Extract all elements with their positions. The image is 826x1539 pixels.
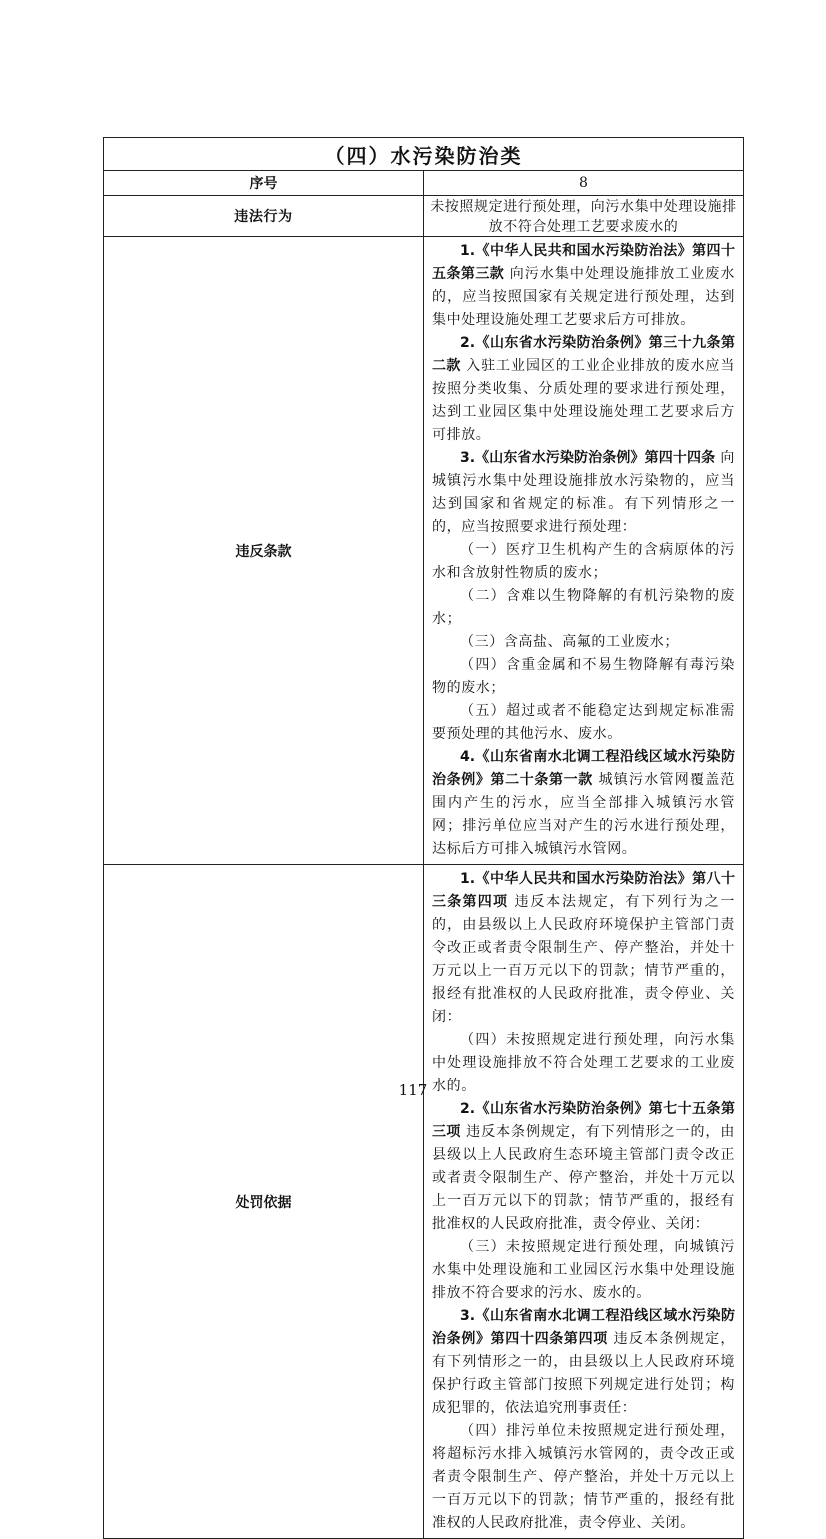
penalty-basis [424, 865, 744, 1539]
penalty-label: 处罚依据 [104, 865, 424, 1539]
article-text: （四）含重金属和不易生物降解有毒污染物的废水； [432, 657, 735, 696]
behavior-label: 违法行为 [104, 196, 424, 237]
article-text: （三）未按照规定进行预处理，向城镇污水集中处理设施和工业园区污水集中处理设施排放不符合要求的污水、废水的。 [432, 1239, 735, 1301]
serial-label: 序号 [104, 171, 424, 196]
article-citation: 4.《山东省南水北调工程沿线区域水污染防治条例》第二十条第一款 [432, 749, 735, 788]
regulation-table [103, 137, 744, 1539]
sub-item-paragraph [432, 1236, 735, 1305]
article-text: 城镇污水管网覆盖范围内产生的污水，应当全部排入城镇污水管网；排污单位应当对产生的污水进行预处理，达标后方可排入城镇污水管网。 [432, 772, 736, 857]
article-citation: 3.《山东省南水北调工程沿线区域水污染防治条例》第四十四条第四项 [432, 1308, 735, 1347]
sub-item-paragraph [432, 700, 735, 746]
article-paragraph [432, 746, 735, 861]
article-paragraph [432, 868, 735, 1029]
article-citation: 1.《中华人民共和国水污染防治法》第八十三条第四项 [432, 871, 735, 910]
violated-label: 违反条款 [104, 237, 424, 865]
sub-item-paragraph [432, 539, 735, 585]
page-number: 117 [398, 1081, 428, 1099]
article-citation: 3.《山东省水污染防治条例》第四十四条 [460, 450, 716, 466]
violated-provisions [424, 237, 744, 865]
sub-item-paragraph [432, 654, 735, 700]
article-text: 入驻工业园区的工业企业排放的废水应当按照分类收集、分质处理的要求进行预处理，达到工业园区集中处理设施处理工艺要求后方可排放。 [432, 358, 735, 443]
article-text: 违反本条例规定，有下列情形之一的，由县级以上人民政府环境保护行政主管部门按照下列规定进行处罚；构成犯罪的，依法追究刑事责任： [432, 1331, 735, 1416]
article-text: （四）未按照规定进行预处理，向污水集中处理设施排放不符合处理工艺要求的工业废水的。 [432, 1032, 735, 1094]
article-text: 向污水集中处理设施排放工业废水的，应当按照国家有关规定进行预处理，达到集中处理设施处理工艺要求后方可排放。 [432, 266, 735, 328]
article-citation: 2.《山东省水污染防治条例》第三十九条第二款 [432, 335, 735, 374]
sub-item-paragraph [432, 585, 735, 631]
behavior-value: 未按照规定进行预处理，向污水集中处理设施排放不符合处理工艺要求废水的 [424, 196, 744, 237]
article-citation: 1.《中华人民共和国水污染防治法》第四十五条第三款 [432, 243, 735, 282]
article-text: 向城镇污水集中处理设施排放水污染物的，应当达到国家和省规定的标准。有下列情形之一的，应当按照要求进行预处理： [432, 450, 736, 535]
article-text: （一）医疗卫生机构产生的含病原体的污水和含放射性物质的废水； [432, 542, 735, 581]
article-text: （四）排污单位未按照规定进行预处理，将超标污水排入城镇污水管网的，责令改正或者责令限制生产、停产整治，并处十万元以上一百万元以下的罚款；情节严重的，报经有批准权的人民政府批准，责令停业、关闭。 [432, 1423, 735, 1531]
article-paragraph [432, 1098, 735, 1236]
article-paragraph [432, 332, 735, 447]
article-citation: 2.《山东省水污染防治条例》第七十五条第三项 [432, 1101, 735, 1140]
article-text: 违反本法规定，有下列行为之一的，由县级以上人民政府环境保护主管部门责令改正或者责令限制生产、停产整治，并处十万元以上一百万元以下的罚款；情节严重的，报经有批准权的人民政府批准，责令停业、关闭： [432, 894, 736, 1025]
sub-item-paragraph [432, 631, 735, 654]
article-text: 违反本条例规定，有下列情形之一的，由县级以上人民政府生态环境主管部门责令改正或者责令限制生产、停产整治，并处十万元以上一百万元以下的罚款；情节严重的，报经有批准权的人民政府批准，责令停业、关闭： [432, 1124, 735, 1232]
serial-value: 8 [424, 171, 744, 196]
article-text: （二）含难以生物降解的有机污染物的废水； [432, 588, 735, 627]
article-text: （五）超过或者不能稳定达到规定标准需要预处理的其他污水、废水。 [432, 703, 735, 742]
article-paragraph [432, 447, 735, 539]
article-paragraph [432, 1305, 735, 1420]
article-text: （三）含高盐、高氟的工业废水； [460, 634, 679, 650]
section-title: （四）水污染防治类 [104, 138, 744, 171]
article-paragraph [432, 240, 735, 332]
sub-item-paragraph [432, 1420, 735, 1535]
